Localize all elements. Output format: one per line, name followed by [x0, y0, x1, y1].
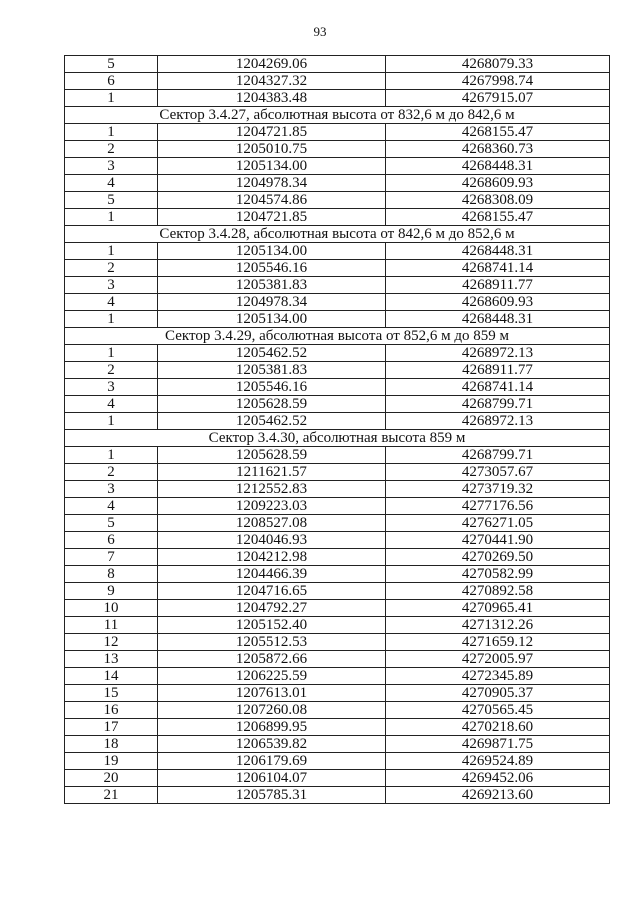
y-coordinate: 4268911.77 — [386, 277, 610, 294]
table-row — [65, 770, 610, 787]
point-number: 5 — [65, 56, 158, 73]
x-coordinate: 1208527.08 — [158, 515, 386, 532]
point-number: 19 — [65, 753, 158, 770]
sector-header-row — [65, 328, 610, 345]
y-coordinate: 4268609.93 — [386, 294, 610, 311]
x-coordinate: 1204978.34 — [158, 294, 386, 311]
table-row — [65, 600, 610, 617]
point-number: 12 — [65, 634, 158, 651]
y-coordinate: 4268308.09 — [386, 192, 610, 209]
y-coordinate: 4270965.41 — [386, 600, 610, 617]
y-coordinate: 4269524.89 — [386, 753, 610, 770]
point-number: 2 — [65, 260, 158, 277]
y-coordinate: 4276271.05 — [386, 515, 610, 532]
table-row — [65, 787, 610, 804]
table-row — [65, 481, 610, 498]
x-coordinate: 1204383.48 — [158, 90, 386, 107]
x-coordinate: 1205462.52 — [158, 345, 386, 362]
point-number: 1 — [65, 243, 158, 260]
table-row — [65, 277, 610, 294]
point-number: 1 — [65, 90, 158, 107]
table-row — [65, 566, 610, 583]
table-row — [65, 532, 610, 549]
y-coordinate: 4272005.97 — [386, 651, 610, 668]
coordinates-table — [64, 55, 610, 804]
sector-title: Сектор 3.4.28, абсолютная высота от 842,6 м до 852,6 м — [65, 226, 610, 243]
x-coordinate: 1205381.83 — [158, 362, 386, 379]
y-coordinate: 4269213.60 — [386, 787, 610, 804]
table-row — [65, 736, 610, 753]
y-coordinate: 4268448.31 — [386, 158, 610, 175]
table-row — [65, 617, 610, 634]
x-coordinate: 1204978.34 — [158, 175, 386, 192]
point-number: 4 — [65, 175, 158, 192]
y-coordinate: 4277176.56 — [386, 498, 610, 515]
table-row — [65, 192, 610, 209]
point-number: 3 — [65, 277, 158, 294]
table-row — [65, 362, 610, 379]
table-row — [65, 56, 610, 73]
point-number: 1 — [65, 447, 158, 464]
sector-title: Сектор 3.4.30, абсолютная высота 859 м — [65, 430, 610, 447]
y-coordinate: 4268741.14 — [386, 379, 610, 396]
table-row — [65, 447, 610, 464]
point-number: 5 — [65, 192, 158, 209]
x-coordinate: 1205546.16 — [158, 379, 386, 396]
table-row — [65, 175, 610, 192]
table-row — [65, 209, 610, 226]
table-row — [65, 651, 610, 668]
x-coordinate: 1205134.00 — [158, 243, 386, 260]
table-row — [65, 379, 610, 396]
y-coordinate: 4270441.90 — [386, 532, 610, 549]
x-coordinate: 1205381.83 — [158, 277, 386, 294]
y-coordinate: 4270905.37 — [386, 685, 610, 702]
y-coordinate: 4268972.13 — [386, 413, 610, 430]
table-row — [65, 158, 610, 175]
y-coordinate: 4270582.99 — [386, 566, 610, 583]
point-number: 14 — [65, 668, 158, 685]
x-coordinate: 1205512.53 — [158, 634, 386, 651]
x-coordinate: 1206104.07 — [158, 770, 386, 787]
y-coordinate: 4268911.77 — [386, 362, 610, 379]
point-number: 20 — [65, 770, 158, 787]
sector-title: Сектор 3.4.27, абсолютная высота от 832,6 м до 842,6 м — [65, 107, 610, 124]
point-number: 1 — [65, 345, 158, 362]
page-number: 93 — [313, 24, 327, 39]
y-coordinate: 4268155.47 — [386, 124, 610, 141]
point-number: 6 — [65, 532, 158, 549]
x-coordinate: 1204721.85 — [158, 209, 386, 226]
table-row — [65, 73, 610, 90]
table-row — [65, 668, 610, 685]
y-coordinate: 4268799.71 — [386, 396, 610, 413]
coordinates-table-body — [65, 56, 610, 804]
y-coordinate: 4273057.67 — [386, 464, 610, 481]
point-number: 17 — [65, 719, 158, 736]
x-coordinate: 1204721.85 — [158, 124, 386, 141]
y-coordinate: 4267998.74 — [386, 73, 610, 90]
y-coordinate: 4270218.60 — [386, 719, 610, 736]
y-coordinate: 4267915.07 — [386, 90, 610, 107]
x-coordinate: 1204212.98 — [158, 549, 386, 566]
y-coordinate: 4268079.33 — [386, 56, 610, 73]
x-coordinate: 1205134.00 — [158, 311, 386, 328]
table-row — [65, 413, 610, 430]
point-number: 3 — [65, 158, 158, 175]
point-number: 2 — [65, 464, 158, 481]
x-coordinate: 1205462.52 — [158, 413, 386, 430]
point-number: 2 — [65, 362, 158, 379]
x-coordinate: 1205010.75 — [158, 141, 386, 158]
table-row — [65, 141, 610, 158]
point-number: 2 — [65, 141, 158, 158]
table-row — [65, 260, 610, 277]
table-row — [65, 311, 610, 328]
x-coordinate: 1205628.59 — [158, 396, 386, 413]
point-number: 4 — [65, 294, 158, 311]
y-coordinate: 4268448.31 — [386, 311, 610, 328]
point-number: 15 — [65, 685, 158, 702]
y-coordinate: 4268360.73 — [386, 141, 610, 158]
x-coordinate: 1206179.69 — [158, 753, 386, 770]
table-row — [65, 702, 610, 719]
x-coordinate: 1207260.08 — [158, 702, 386, 719]
x-coordinate: 1204716.65 — [158, 583, 386, 600]
x-coordinate: 1204466.39 — [158, 566, 386, 583]
point-number: 6 — [65, 73, 158, 90]
sector-header-row — [65, 430, 610, 447]
point-number: 3 — [65, 481, 158, 498]
y-coordinate: 4273719.32 — [386, 481, 610, 498]
table-row — [65, 685, 610, 702]
table-row — [65, 396, 610, 413]
table-row — [65, 515, 610, 532]
point-number: 13 — [65, 651, 158, 668]
point-number: 16 — [65, 702, 158, 719]
point-number: 1 — [65, 311, 158, 328]
table-row — [65, 719, 610, 736]
sector-title: Сектор 3.4.29, абсолютная высота от 852,6 м до 859 м — [65, 328, 610, 345]
x-coordinate: 1212552.83 — [158, 481, 386, 498]
point-number: 21 — [65, 787, 158, 804]
sector-header-row — [65, 107, 610, 124]
point-number: 3 — [65, 379, 158, 396]
table-row — [65, 583, 610, 600]
point-number: 1 — [65, 413, 158, 430]
y-coordinate: 4271312.26 — [386, 617, 610, 634]
y-coordinate: 4271659.12 — [386, 634, 610, 651]
x-coordinate: 1205546.16 — [158, 260, 386, 277]
x-coordinate: 1205152.40 — [158, 617, 386, 634]
x-coordinate: 1211621.57 — [158, 464, 386, 481]
point-number: 10 — [65, 600, 158, 617]
x-coordinate: 1204792.27 — [158, 600, 386, 617]
point-number: 1 — [65, 209, 158, 226]
point-number: 4 — [65, 498, 158, 515]
y-coordinate: 4270892.58 — [386, 583, 610, 600]
table-row — [65, 498, 610, 515]
point-number: 18 — [65, 736, 158, 753]
x-coordinate: 1204046.93 — [158, 532, 386, 549]
x-coordinate: 1205134.00 — [158, 158, 386, 175]
table-row — [65, 464, 610, 481]
point-number: 9 — [65, 583, 158, 600]
x-coordinate: 1206225.59 — [158, 668, 386, 685]
x-coordinate: 1205785.31 — [158, 787, 386, 804]
x-coordinate: 1205628.59 — [158, 447, 386, 464]
y-coordinate: 4270565.45 — [386, 702, 610, 719]
y-coordinate: 4268448.31 — [386, 243, 610, 260]
x-coordinate: 1205872.66 — [158, 651, 386, 668]
table-row — [65, 294, 610, 311]
table-row — [65, 634, 610, 651]
table-row — [65, 243, 610, 260]
x-coordinate: 1204574.86 — [158, 192, 386, 209]
point-number: 1 — [65, 124, 158, 141]
y-coordinate: 4268972.13 — [386, 345, 610, 362]
x-coordinate: 1206539.82 — [158, 736, 386, 753]
y-coordinate: 4269452.06 — [386, 770, 610, 787]
y-coordinate: 4272345.89 — [386, 668, 610, 685]
x-coordinate: 1204269.06 — [158, 56, 386, 73]
point-number: 5 — [65, 515, 158, 532]
x-coordinate: 1204327.32 — [158, 73, 386, 90]
table-row — [65, 549, 610, 566]
table-row — [65, 345, 610, 362]
x-coordinate: 1209223.03 — [158, 498, 386, 515]
table-row — [65, 90, 610, 107]
sector-header-row — [65, 226, 610, 243]
table-row — [65, 124, 610, 141]
y-coordinate: 4268155.47 — [386, 209, 610, 226]
y-coordinate: 4268799.71 — [386, 447, 610, 464]
x-coordinate: 1207613.01 — [158, 685, 386, 702]
point-number: 11 — [65, 617, 158, 634]
x-coordinate: 1206899.95 — [158, 719, 386, 736]
y-coordinate: 4269871.75 — [386, 736, 610, 753]
point-number: 7 — [65, 549, 158, 566]
y-coordinate: 4268609.93 — [386, 175, 610, 192]
y-coordinate: 4268741.14 — [386, 260, 610, 277]
point-number: 4 — [65, 396, 158, 413]
table-row — [65, 753, 610, 770]
y-coordinate: 4270269.50 — [386, 549, 610, 566]
point-number: 8 — [65, 566, 158, 583]
